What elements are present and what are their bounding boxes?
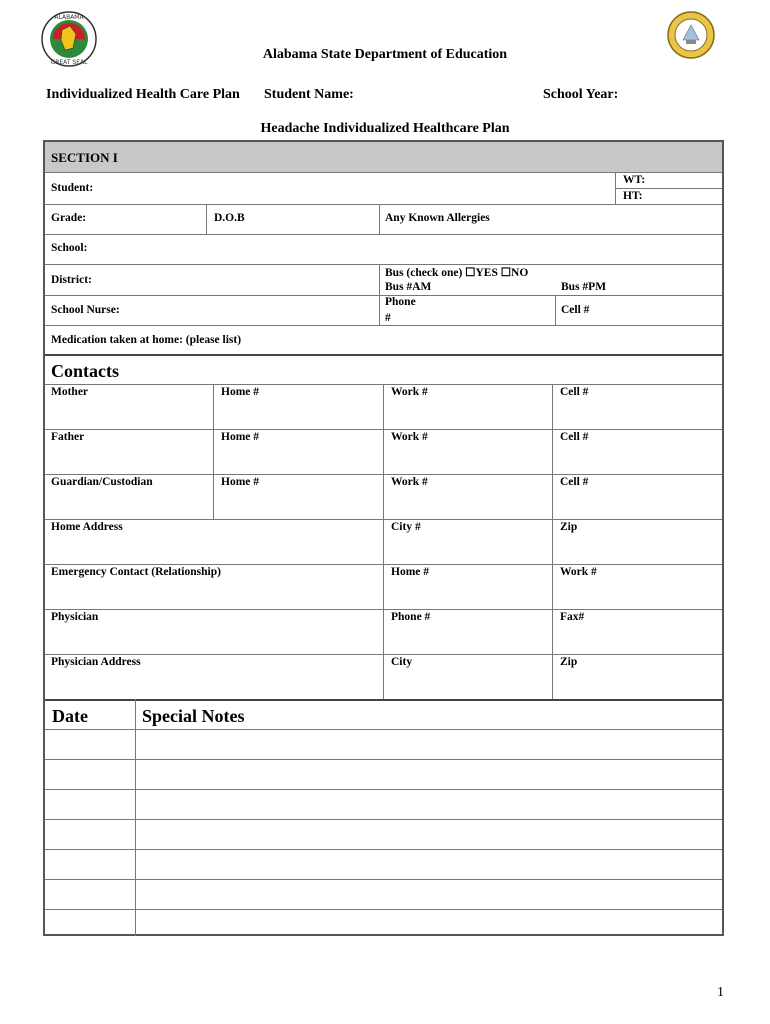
bus-check-label: Bus (check one) ☐YES ☐NO [385, 267, 529, 279]
student-label: Student: [51, 182, 94, 194]
home-address-label: Home Address [51, 521, 123, 533]
contact-cell-label: Cell # [560, 386, 589, 398]
contact-home-label: Home # [221, 476, 260, 488]
district-label: District: [51, 274, 92, 286]
physician-city-label: City [391, 656, 413, 668]
section-heading: SECTION I [51, 150, 118, 165]
student-name-label: Student Name: [264, 87, 354, 102]
school-year-label: School Year: [543, 87, 619, 102]
cell-label: Cell # [561, 304, 590, 316]
phone-hash-label: # [385, 312, 391, 324]
emergency-contact-label: Emergency Contact (Relationship) [51, 566, 221, 578]
bus-pm-label: Bus #PM [561, 281, 607, 293]
allergies-label: Any Known Allergies [385, 212, 490, 224]
emergency-home-label: Home # [391, 566, 430, 578]
school-nurse-label: School Nurse: [51, 304, 120, 316]
contact-name-label: Father [51, 431, 85, 443]
contact-cell-label: Cell # [560, 476, 589, 488]
emergency-work-label: Work # [560, 566, 597, 578]
contact-home-label: Home # [221, 386, 260, 398]
medication-label: Medication taken at home: (please list) [51, 334, 242, 346]
bus-am-label: Bus #AM [385, 281, 432, 293]
contact-work-label: Work # [391, 476, 428, 488]
weight-label: WT: [623, 174, 646, 186]
contact-name-label: Mother [51, 386, 89, 398]
contact-cell-label: Cell # [560, 431, 589, 443]
contact-work-label: Work # [391, 386, 428, 398]
home-zip-label: Zip [560, 521, 578, 533]
height-label: HT: [623, 190, 643, 202]
department-title: Alabama State Department of Education [262, 47, 508, 62]
svg-text:GREAT SEAL: GREAT SEAL [50, 59, 88, 66]
physician-address-label: Physician Address [51, 656, 141, 668]
section-header-bar [45, 142, 722, 172]
contact-name-label: Guardian/Custodian [51, 476, 153, 488]
physician-label: Physician [51, 611, 99, 623]
date-heading: Date [52, 706, 88, 726]
dob-label: D.O.B [214, 212, 245, 224]
plan-title: Headache Individualized Healthcare Plan [260, 121, 510, 136]
svg-text:ALABAMA: ALABAMA [54, 14, 84, 21]
health-plan-form [43, 140, 724, 936]
contacts-heading: Contacts [51, 361, 119, 381]
phone-label: Phone [385, 296, 416, 308]
physician-zip-label: Zip [560, 656, 578, 668]
page-number: 1 [717, 985, 724, 1000]
special-notes-heading: Special Notes [142, 706, 245, 726]
home-city-label: City # [391, 521, 421, 533]
plan-label: Individualized Health Care Plan [46, 87, 240, 102]
grade-label: Grade: [51, 212, 87, 224]
physician-fax-label: Fax# [560, 611, 585, 623]
school-label: School: [51, 242, 88, 254]
physician-phone-label: Phone # [391, 611, 431, 623]
contact-home-label: Home # [221, 431, 260, 443]
contact-work-label: Work # [391, 431, 428, 443]
